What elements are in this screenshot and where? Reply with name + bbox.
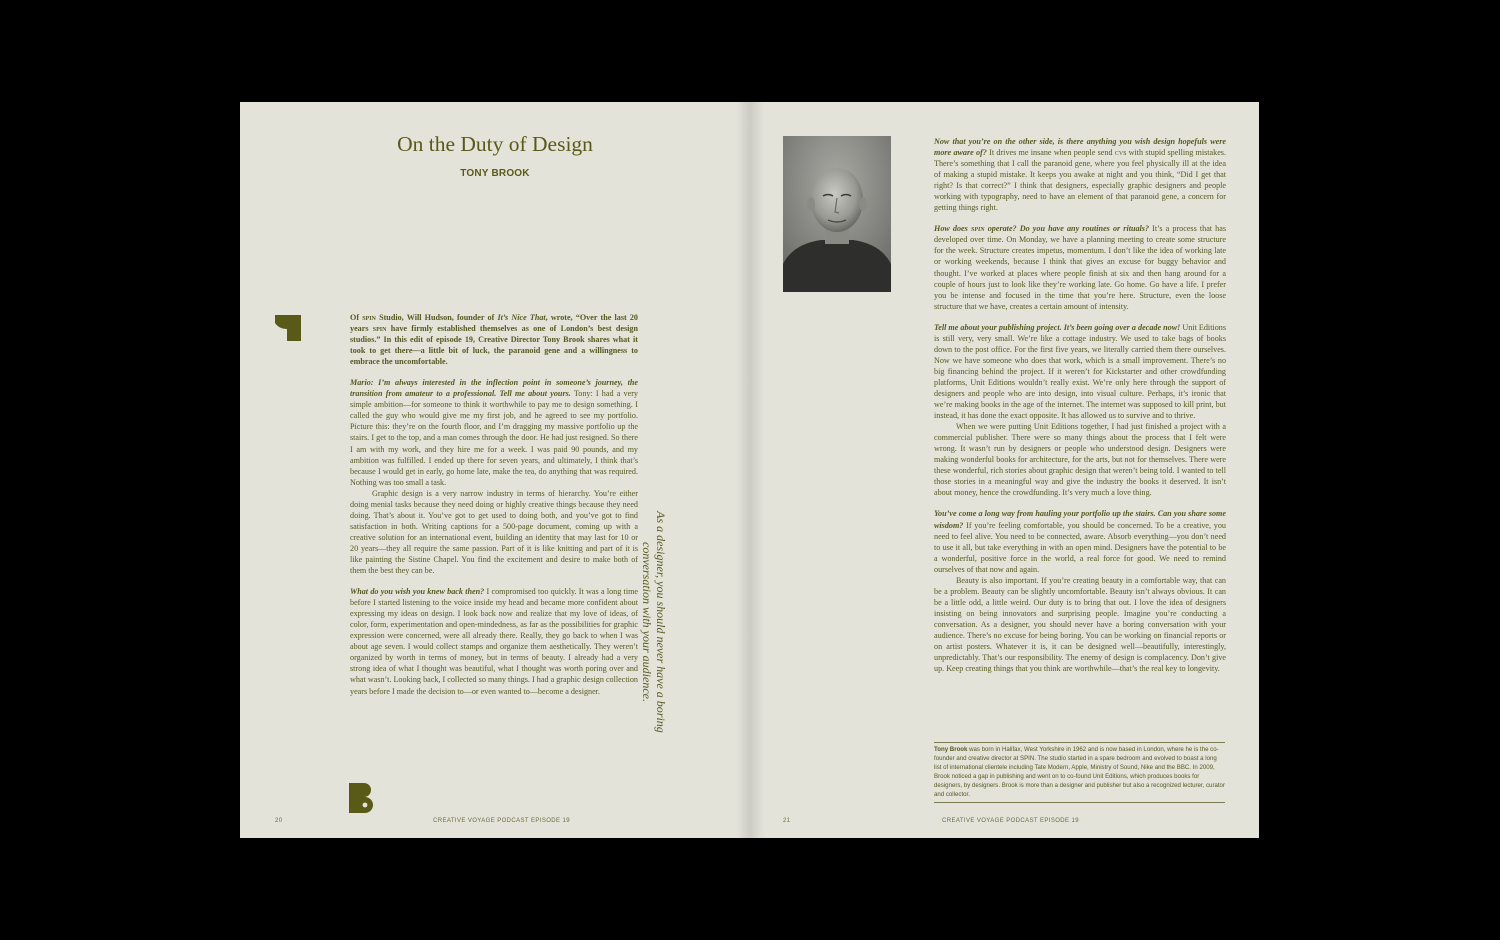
- intro-text: have firmly established themselves as one of London’s best design studios.” In this edit of episode 19, Creative Director Tony Brook shares what it took to get there—a little bit of luck, the paranoid gene and a willingness to embrace the uncomfortable.: [350, 324, 639, 367]
- article-title: On the Duty of Design: [397, 132, 593, 156]
- question-text: Mario: I’m always interested in the inflection point in someone’s journey, the transition from amateur to a professional. Tell me about yours.: [350, 378, 638, 399]
- answer-text: Tony: I had a very simple ambition—for someone to think it worthwhile to pay me to design something. I called the guy who would give me my first job, and he agreed to see my portfolio. Picture this: they’re on the fourth floor, and I’m dragging my massive portfolio up the stairs. I get to the top, and a man comes through the door. He had just resigned. So there I am with my work, and they hire me for a week. I was paid 90 pounds, and my ambition was fulfilled. I ended up there for seven years, and ultimately, I think that’s because I would get in early, go home late, make the tea, do anything that was required. Nothing was too small a task.: [350, 389, 638, 487]
- author-bio: [934, 745, 1225, 799]
- intro-text: Of: [350, 313, 363, 322]
- article-author: TONY BROOK: [460, 168, 530, 179]
- running-footer: CREATIVE VOYAGE PODCAST EPISODE 19: [433, 818, 570, 824]
- answer-text: s with stupid spelling mistakes. There’s something that I call the paranoid gene, where you feel physically ill at the idea of making a stupid mistake. It keeps you awake at night and you think, “Did I get that right? Is that correct?” I think that designers, especially graphic designers and people working with typography, need to have an element of that paranoid gene, a concern for getting things right.: [934, 148, 1227, 213]
- question-text: Tell me about your publishing project. It’s been going over a decade now!: [934, 322, 1181, 332]
- answer-text: Unit Editions is still very, very small. We’re like a cottage industry. We used to take bags of books down to the post office. For the first five years, we literally carried them there ourselves. Now we have someone who does that work, which is a small improvement. There’s no big financing behind the project. If it weren’t for Kickstarter and other crowdfunding platforms, Unit Editions wouldn’t really exist. We’re only here through the support of designers and people who are into design, into visual culture. Perhaps, it’s ironic that we’re making books in the age of the internet. The internet was supposed to kill print, but instead, it has done the exact opposite. It has allowed us to survive and to thrive.: [934, 322, 1226, 421]
- bio-divider-top: [934, 742, 1225, 743]
- bio-divider-bottom: [934, 802, 1225, 803]
- qa-block-4: [934, 223, 1226, 311]
- question-text: You’ve come a long way from hauling your portfolio up the stairs. Can you share some wisdom?: [934, 509, 1226, 530]
- italic-title-text: It’s Nice That: [497, 313, 546, 322]
- gutter-shadow: [750, 102, 764, 838]
- page-number: 20: [275, 818, 283, 824]
- question-text: What do you wish you knew back then?: [350, 587, 485, 597]
- qa-block-3: [934, 136, 1226, 213]
- answer-paragraph: Beauty is also important. If you’re creating beauty in a comfortable way, that can be a problem. Beauty can be slightly uncomfortable. Beauty isn’t always obvious. It can be a little odd, a little weird. Our duty is to bring that out. I love the idea of designers insisting on being innovators and surprising people. Imagine you’re conducting a conversation. As a designer, you should never have a boring conversation with your audience. There’s no excuse for being boring. You can be working on financial reports or on artist posters. Whatever it is, it can be designed well—beautifully, interestingly, unpredictably. That’s our responsibility. The enemy of design is complacency. Don’t give up. Keep creating things that you think are worthwhile—that’s the real key to longevity.: [934, 575, 1226, 674]
- answer-paragraph: Graphic design is a very narrow industry in terms of hierarchy. You’re either doing menial tasks because they need doing or highly creative things because they need doing. That’s about it. You’ve got to get used to doing both, and you’ve got to find satisfaction in both. Writing captions for a 500-page document, coming up with a creative solution for an international event, building an identity that may last for 10 or 20 years—they all require the same passion. Part of it is like knitting and part of it is like painting the Sistine Chapel. You find the excitement and desire to make both of them the best they can be.: [350, 488, 638, 576]
- intro-text: Studio, Will Hudson, founder of: [375, 313, 498, 322]
- left-page: [240, 102, 750, 838]
- page-number: 21: [783, 818, 791, 824]
- small-caps-text: cv: [1114, 148, 1124, 158]
- pullquote: As a designer, you should never have a boring conversation with your audience.: [640, 511, 668, 733]
- answer-paragraph: When we were putting Unit Editions together, I had just finished a project with a commercial publisher. There were so many things about the process that I felt were wrong. It wasn’t run by designers or people who understood design. Designers were making wonderful books for architecture, for the arts, but not for themselves. There were these wonderful, rich stories about graphic design that weren’t being told. I wanted to tell those stories in a meaningful way and give the industry the books it deserved. It isn’t about money, hence the crowdfunding. It’s very much a love thing.: [934, 422, 1226, 498]
- question-text: Now that you’re on the other side, is there anything you wish design hopefuls were more aware of?: [934, 137, 1226, 158]
- small-caps-text: spin: [362, 313, 376, 322]
- corner-block-glyph-icon: [275, 315, 301, 341]
- tony-brook-portrait-photo: [783, 136, 891, 292]
- right-page: [750, 102, 1259, 838]
- bio-text: was born in Halifax, West Yorkshire in 1962 and is now based in London, where he is the co-founder and creative director at SPIN. The studio started in a spare bedroom and evolved to boast a long list of international clientele including Tate Modern, Apple, Ministry of Sound, Nike and the BBC. In 2009, Brook noticed a gap in publishing and went on to co-found Unit Editions, which produces books for designers, by designers. Brook is more than a designer and publisher but also a recognized lecturer, curator and collector.: [934, 746, 1225, 798]
- running-footer: CREATIVE VOYAGE PODCAST EPISODE 19: [942, 818, 1079, 824]
- intro-text: , wrote, “Over the last 20 years: [350, 313, 638, 334]
- qa-block-1: [350, 377, 638, 487]
- article-body-right: [934, 136, 1226, 674]
- intro-paragraph: [350, 312, 638, 367]
- question-text: How does: [934, 224, 971, 234]
- bio-name: Tony Brook: [934, 746, 968, 753]
- article-body-left: [350, 312, 638, 697]
- answer-text: It drives me insane when people send: [986, 148, 1115, 158]
- b-monogram-logo-icon: [349, 783, 375, 813]
- answer-text: I compromised too quickly. It was a long time before I started listening to the voice inside my head and became more confident about expressing my ideas on design. I look back now and realize that my love of ideas, of color, form, experimentation and open-mindedness, as far as the possibilities for graphic expression were concerned, were all already there. Really, they go back to when I was about age seven. I would collect stamps and organize them aesthetically. They weren’t organized by worth in terms of money, but in terms of beauty. I already had a very strong idea of what I thought was beautiful, what I thought was worth poring over and what wasn’t. Looking back, I collected so many things. I had a graphic design collection years before I made the decision to—or even wanted to—become a designer.: [350, 587, 639, 696]
- question-text: operate? Do you have any routines or rituals?: [984, 224, 1150, 234]
- qa-block-2: [350, 586, 638, 696]
- small-caps-text: spin: [372, 324, 387, 334]
- small-caps-text: spin: [970, 224, 985, 234]
- qa-block-6: [934, 508, 1226, 574]
- answer-text: It’s a process that has developed over time. On Monday, we have a planning meeting to create some structure for the week. Structure creates impetus, momentum. I don’t like the idea of working late or working weekends, because I think that gives an excuse for buggy behavior and thought. I’ve worked at places where people finish at six and then hang around for a couple of hours just to look like they’re working late. Go home. Go have a life. I prefer you be intense and focused in the time that you’re here. Structure, even the loose structure that we have, creates a certain amount of intensity.: [934, 224, 1226, 311]
- answer-text: If you’re feeling comfortable, you should be concerned. To be a creative, you need to feel alive. You need to be connected, aware. Absorb everything—you don’t need to use it all, but take everything in with an open mind. Designers have the potential to be a wonderful, positive force in the world, a real force for good. We need to remind ourselves of that now and again.: [934, 520, 1226, 574]
- qa-block-5: [934, 322, 1226, 421]
- gutter-shadow: [736, 102, 750, 838]
